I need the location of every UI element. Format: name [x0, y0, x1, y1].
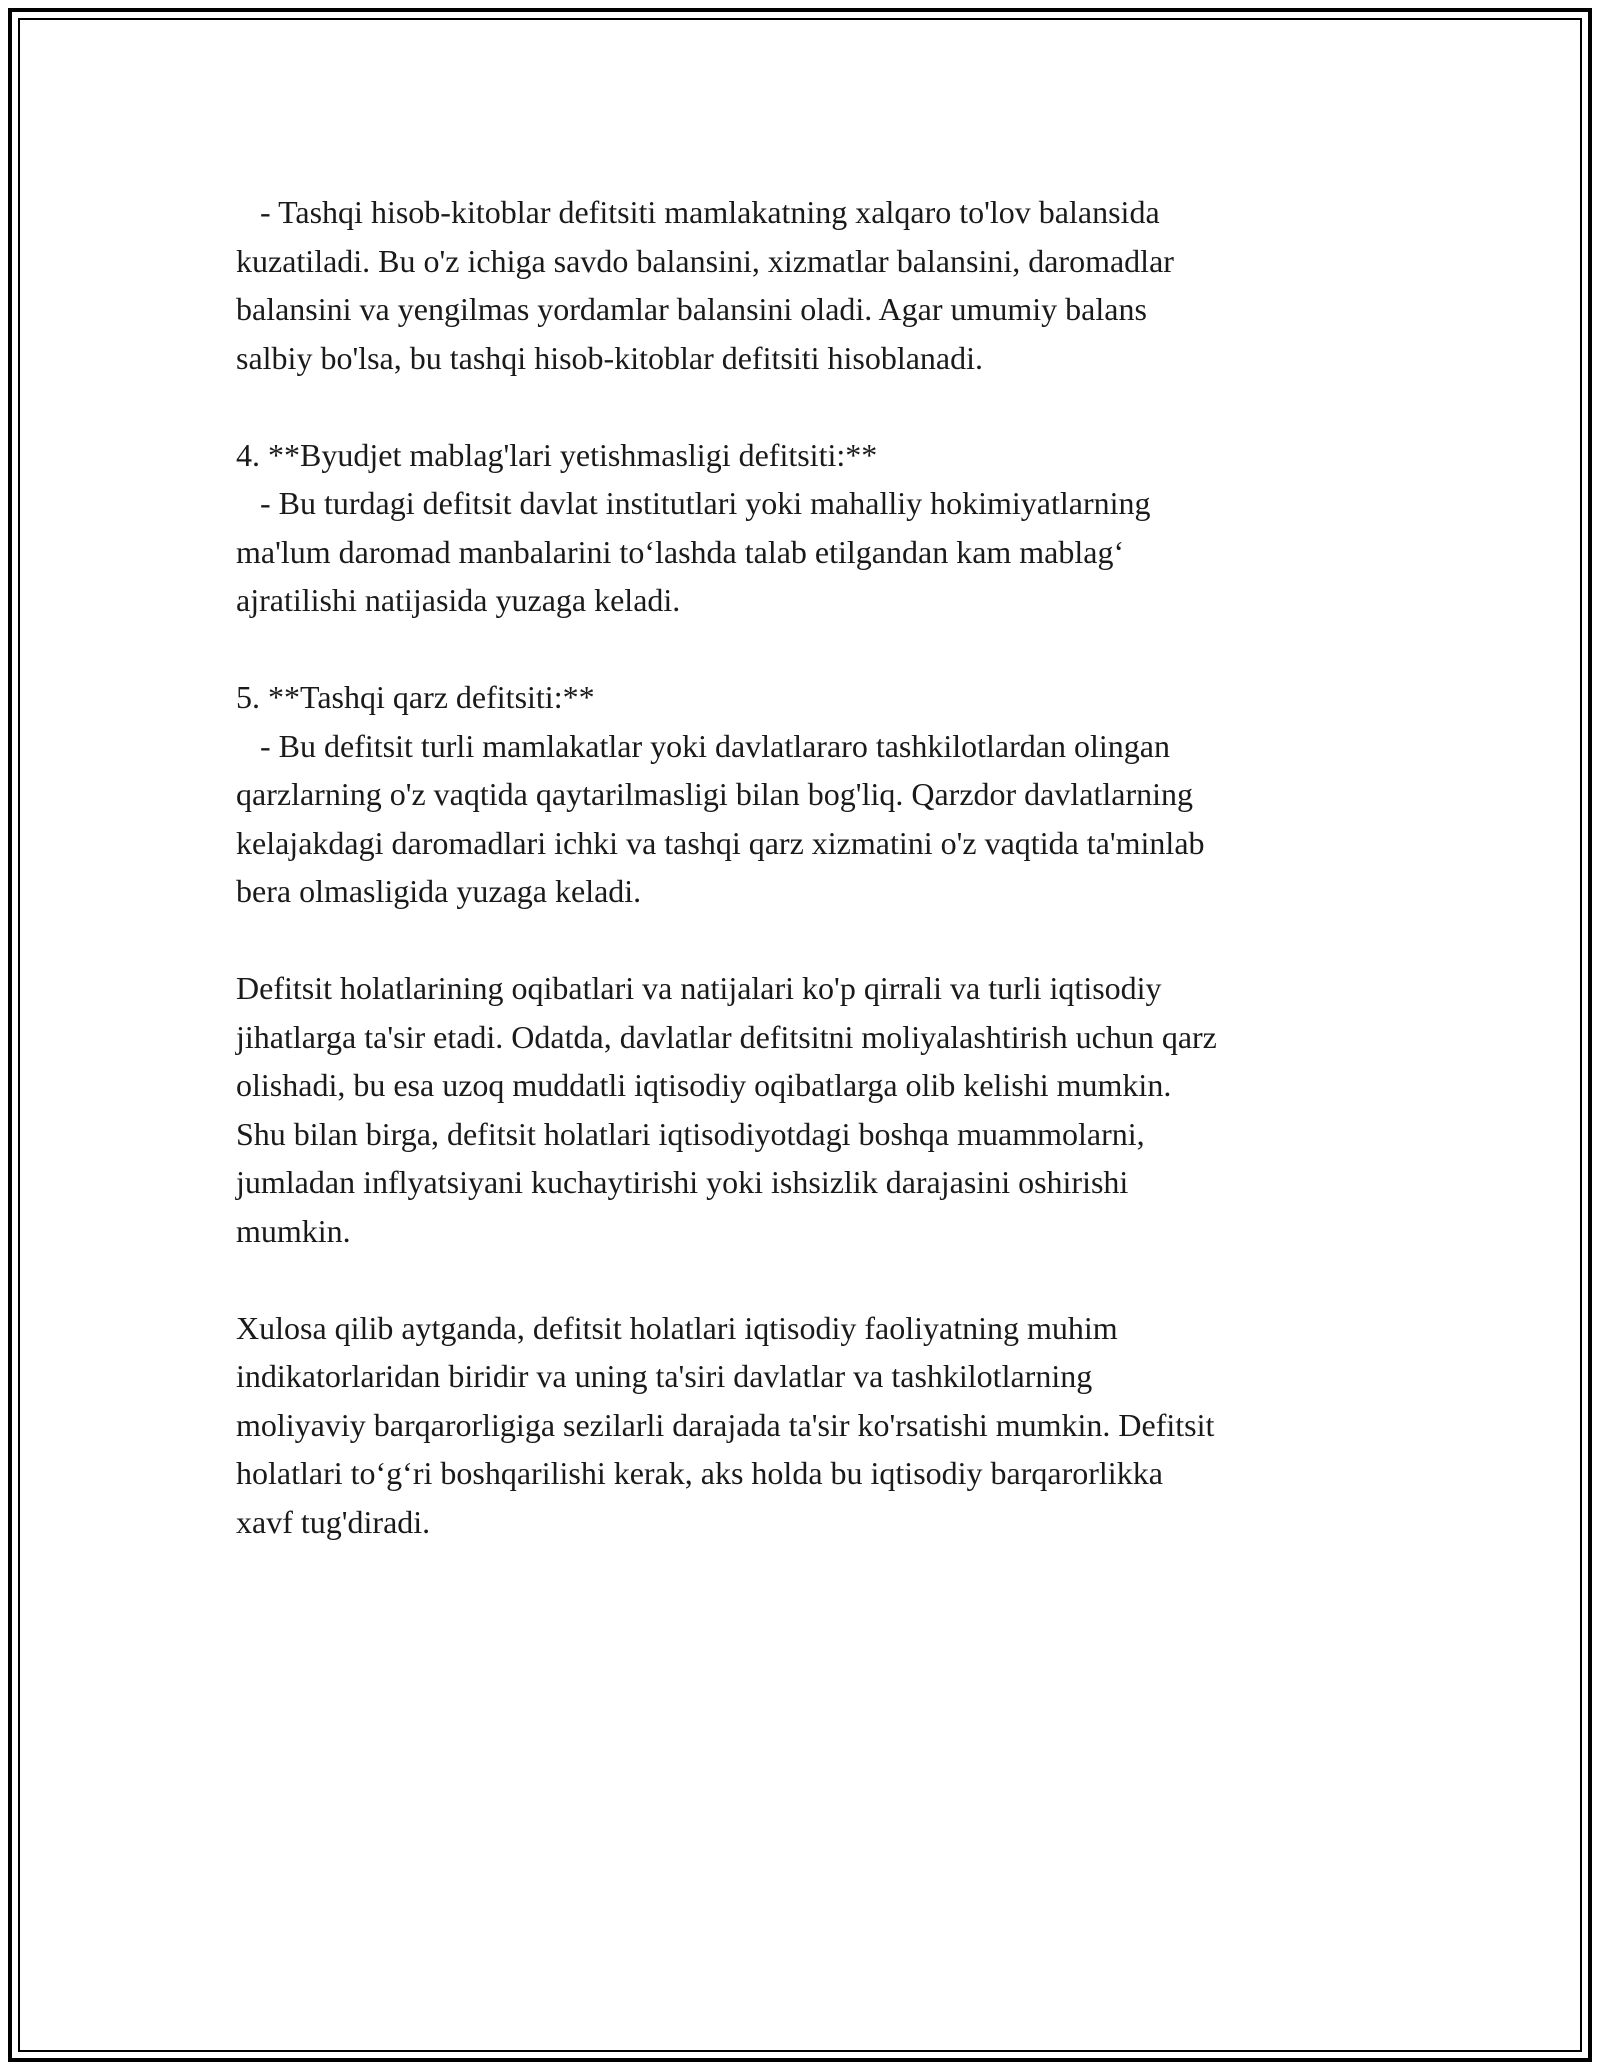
text-line: indikatorlaridan biridir va uning ta'siri davlatlar va tashkilotlarning [236, 1358, 1093, 1394]
text-line: moliyaviy barqarorligiga sezilarli darajada ta'sir ko'rsatishi mumkin. Defitsit [236, 1406, 1215, 1443]
text-line: - Bu turdagi defitsit davlat institutlari yoki mahalliy hokimiyatlarning [236, 485, 1151, 521]
text-line: qarzlarning o'z vaqtida qaytarilmasligi bilan bog'liq. Qarzdor davlatlarning [236, 776, 1193, 812]
text-line: ajratilishi natijasida yuzaga keladi. [236, 582, 681, 618]
paragraph-consequences [236, 964, 1386, 1255]
section-heading: 4. **Byudjet mablag'lari yetishmasligi defitsiti:** [236, 436, 878, 473]
text-line: mumkin. [236, 1212, 351, 1249]
text-line: jihatlarga ta'sir etadi. Odatda, davlatlar defitsitni moliyalashtirish uchun qarz [236, 1018, 1217, 1055]
section-external-debt-deficit [236, 673, 1386, 916]
text-line: holatlari to‘g‘ri boshqarilishi kerak, aks holda bu iqtisodiy barqarorlikka [236, 1455, 1163, 1491]
text-line: salbiy bo'lsa, bu tashqi hisob-kitoblar defitsiti hisoblanadi. [236, 339, 984, 376]
text-line: xavf tug'diradi. [236, 1503, 431, 1540]
text-line: Shu bilan birga, defitsit holatlari iqtisodiyotdagi boshqa muammolarni, [236, 1115, 1145, 1152]
paragraph-external-balance [236, 188, 1386, 382]
text-line: olishadi, bu esa uzoq muddatli iqtisodiy oqibatlarga olib kelishi mumkin. [236, 1067, 1172, 1103]
text-line: kuzatiladi. Bu o'z ichiga savdo balansini, xizmatlar balansini, daromadlar [236, 242, 1174, 279]
section-heading: 5. **Tashqi qarz defitsiti:** [236, 679, 595, 715]
paragraph-spacer [236, 1255, 1386, 1304]
text-line: Defitsit holatlarining oqibatlari va natijalari ko'p qirrali va turli iqtisodiy [236, 970, 1162, 1006]
text-line: balansini va yengilmas yordamlar balansini oladi. Agar umumiy balans [236, 291, 1147, 327]
text-line: - Bu defitsit turli mamlakatlar yoki davlatlararo tashkilotlardan olingan [236, 727, 1170, 764]
text-line: bera olmasligida yuzaga keladi. [236, 873, 642, 909]
text-line: - Tashqi hisob-kitoblar defitsiti mamlakatning xalqaro to'lov balansida [236, 194, 1160, 230]
text-line: jumladan inflyatsiyani kuchaytirishi yoki ishsizlik darajasini oshirishi [236, 1164, 1129, 1200]
text-line: ma'lum daromad manbalarini to‘lashda talab etilgandan kam mablag‘ [236, 533, 1125, 570]
document-body [236, 188, 1386, 1546]
paragraph-spacer [236, 625, 1386, 674]
paragraph-spacer [236, 916, 1386, 965]
paragraph-conclusion [236, 1304, 1386, 1547]
text-line: kelajakdagi daromadlari ichki va tashqi qarz xizmatini o'z vaqtida ta'minlab [236, 824, 1205, 861]
section-budget-funds-deficit [236, 431, 1386, 625]
paragraph-spacer [236, 382, 1386, 431]
text-line: Xulosa qilib aytganda, defitsit holatlari iqtisodiy faoliyatning muhim [236, 1309, 1118, 1346]
